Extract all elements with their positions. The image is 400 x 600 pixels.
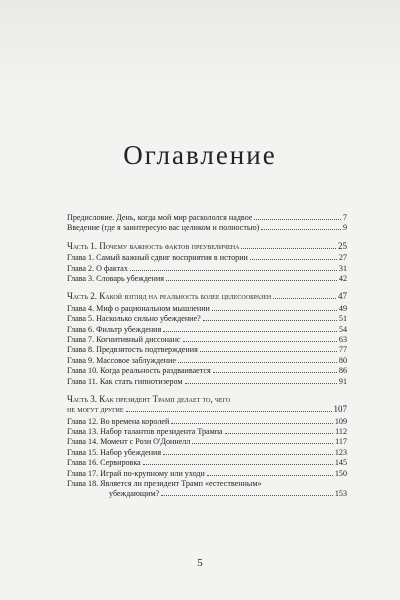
toc-chapter-page: 91 (338, 376, 347, 386)
toc-chapter[interactable] (67, 335, 347, 345)
toc-chapter-title: Глава 10. Когда реальность раздваивается (67, 366, 211, 376)
leader-dots (166, 279, 337, 281)
toc-chapter[interactable] (67, 448, 347, 458)
leader-dots (225, 432, 334, 434)
toc-chapter[interactable] (67, 253, 347, 263)
toc-part[interactable] (67, 404, 347, 414)
toc-part-title-line2: не могут другие (67, 404, 124, 415)
toc-chapter-title: Глава 15. Набор убеждения (67, 447, 162, 457)
toc-chapter-title: Глава 5. Насколько сильно убеждение? (67, 314, 201, 324)
toc-chapter-title: Глава 17. Играй по-крупному или уходи (67, 468, 205, 478)
toc-entry-page: 9 (342, 223, 347, 233)
toc-chapter[interactable] (67, 304, 347, 314)
toc-part[interactable] (67, 241, 347, 251)
leader-dots (163, 453, 333, 455)
toc-chapter-title: Глава 9. Массовое заблуждение (67, 355, 176, 365)
toc-chapter-title: Глава 6. Фильтр убеждения (67, 324, 162, 334)
toc-chapter[interactable] (67, 274, 347, 284)
toc-part-title-line1[interactable]: Часть 3. Как президент Трамп делает то, чего (67, 394, 231, 405)
leader-dots (213, 371, 337, 373)
toc-part[interactable] (67, 291, 347, 301)
toc-part-title: Часть 1. Почему важность фактов преувеличена (67, 240, 240, 251)
leader-dots (250, 258, 337, 260)
toc-chapter-title: Глава 12. Во времена королей (67, 416, 170, 426)
leader-dots (261, 228, 341, 230)
toc-part-page: 107 (333, 404, 347, 415)
leader-dots (273, 297, 336, 299)
page-heading: Оглавление (123, 140, 277, 170)
toc-chapter-page: 112 (335, 426, 347, 436)
toc-chapter[interactable] (67, 264, 347, 274)
toc-chapter-title-line1[interactable]: Глава 18. Является ли президент Трамп «естественным» (67, 478, 262, 488)
table-of-contents (67, 213, 347, 500)
toc-chapter-page: 109 (334, 416, 347, 426)
toc-chapter[interactable] (67, 356, 347, 366)
toc-chapter-page: 49 (338, 303, 347, 313)
toc-chapter-title: Глава 8. Предвзятость подтверждения (67, 345, 198, 355)
toc-chapter[interactable] (67, 458, 347, 468)
toc-chapter-page: 80 (338, 355, 347, 365)
toc-chapter-page: 77 (338, 345, 347, 355)
leader-dots (163, 330, 337, 332)
toc-chapter-title: Глава 14. Момент с Рози О'Доннелл (67, 437, 191, 447)
leader-dots (192, 442, 333, 444)
leader-dots (212, 309, 337, 311)
leader-dots (207, 474, 333, 476)
toc-chapter-title: Глава 3. Словарь убеждения (67, 274, 164, 284)
leader-dots (161, 494, 333, 496)
leader-dots (178, 361, 337, 363)
toc-part-page: 25 (338, 240, 347, 251)
leader-dots (254, 218, 341, 220)
leader-dots (171, 422, 333, 424)
toc-entry-title: Предисловие. День, когда мой мир раскололся надвое (67, 213, 253, 222)
toc-chapter-title: Глава 1. Самый важный сдвиг восприятия в истории (67, 253, 248, 263)
leader-dots (241, 247, 336, 249)
toc-chapter[interactable] (67, 469, 347, 479)
toc-chapter-page: 145 (334, 458, 347, 468)
toc-chapter-title: Глава 2. О фактах (67, 263, 128, 273)
toc-chapter[interactable] (67, 427, 347, 437)
toc-entry-title: Введение (где я заинтересую вас целиком и полностью) (67, 223, 260, 233)
toc-chapter-page: 63 (338, 335, 347, 345)
toc-chapter-page: 86 (338, 366, 347, 376)
leader-dots (143, 463, 333, 465)
toc-entry[interactable] (67, 223, 347, 233)
show-through-bleed (0, 0, 400, 100)
leader-dots (130, 269, 337, 271)
toc-chapter-page: 54 (338, 324, 347, 334)
page-number: 5 (197, 557, 203, 569)
toc-chapter-page: 150 (334, 468, 347, 478)
toc-chapter[interactable] (67, 366, 347, 376)
toc-chapter[interactable] (67, 345, 347, 355)
toc-entry[interactable] (67, 213, 347, 223)
toc-chapter-page: 42 (338, 274, 347, 284)
toc-chapter-page: 31 (338, 263, 347, 273)
leader-dots (183, 340, 337, 342)
toc-chapter-title: Глава 7. Когнитивный диссонанс (67, 335, 181, 345)
toc-chapter[interactable] (67, 489, 347, 499)
toc-chapter[interactable] (67, 325, 347, 335)
toc-chapter[interactable] (67, 417, 347, 427)
toc-chapter-page: 123 (334, 447, 347, 457)
leader-dots (203, 319, 337, 321)
toc-chapter-title-line2: убеждающим? (109, 489, 160, 499)
toc-chapter-page: 153 (334, 489, 347, 499)
toc-chapter-title: Глава 4. Миф о рациональном мышлении (67, 303, 210, 313)
leader-dots (185, 382, 337, 384)
leader-dots (126, 410, 332, 412)
toc-chapter[interactable] (67, 437, 347, 447)
toc-chapter[interactable] (67, 377, 347, 387)
toc-chapter[interactable] (67, 314, 347, 324)
toc-chapter-page: 51 (338, 314, 347, 324)
toc-chapter-title: Глава 16. Сервировка (67, 458, 141, 468)
toc-chapter-title: Глава 13. Набор талантов президента Трампа (67, 426, 223, 436)
toc-chapter-page: 117 (335, 437, 347, 447)
toc-part-page: 47 (338, 291, 347, 302)
toc-entry-page: 7 (342, 213, 347, 222)
toc-chapter-page: 27 (338, 253, 347, 263)
leader-dots (200, 350, 337, 352)
toc-chapter-title: Глава 11. Как стать гипнотизером (67, 376, 183, 386)
toc-part-title: Часть 2. Какой взгляд на реальность более целесообразен (67, 291, 272, 302)
